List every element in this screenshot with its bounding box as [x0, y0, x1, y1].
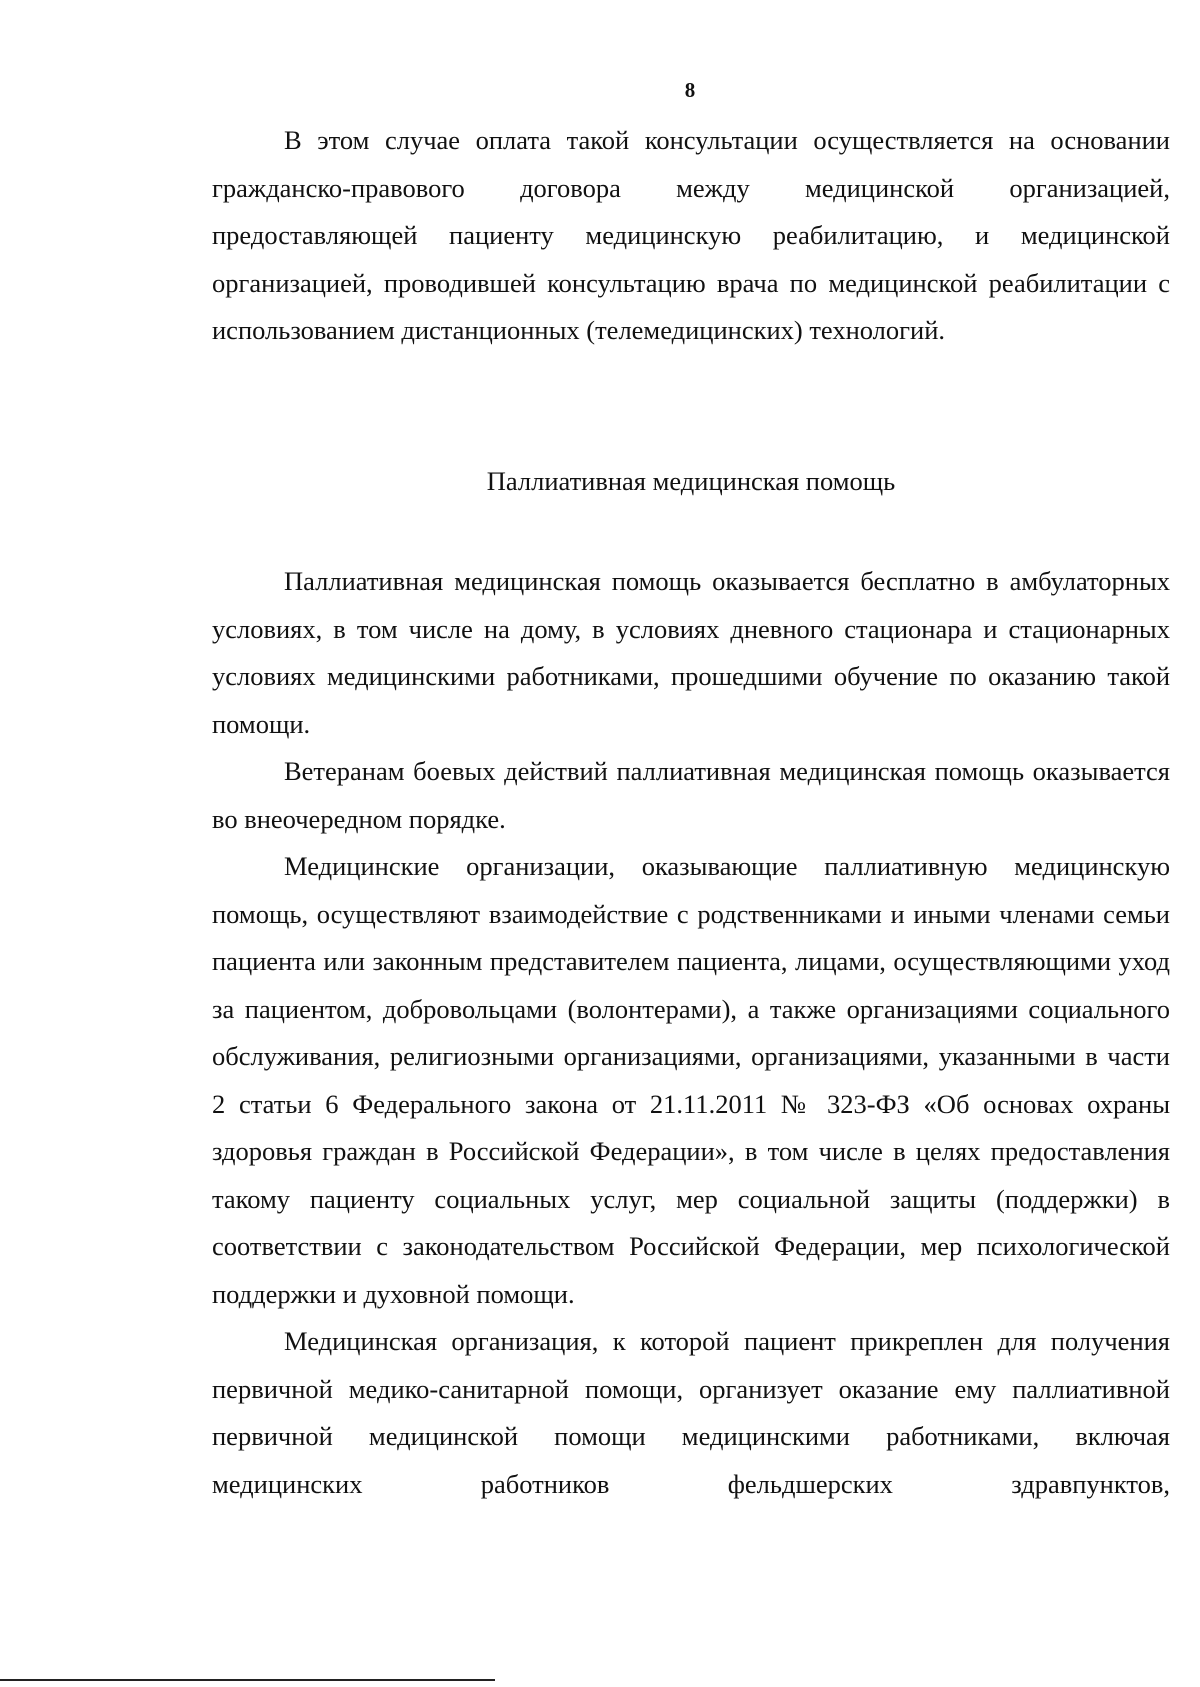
paragraph-intro: В этом случае оплата такой консультации осуществляется на основании гражданско-правового договора между медицинской организацией, предоставляющей пациенту медицинскую реабилитацию, и медицинской организацией, проводившей консультацию врача по медицинской реабилитации с использованием дистанционных (телемедицинских) технологий.: [212, 125, 1170, 345]
section-text-block: [212, 558, 1170, 1508]
intro-text-block: [212, 117, 1170, 355]
section-heading: Паллиативная медицинская помощь: [486, 466, 896, 496]
footer-divider: [0, 1679, 495, 1681]
paragraph-2: Ветеранам боевых действий паллиативная медицинская помощь оказывается во внеочередном порядке.: [212, 756, 1170, 834]
paragraph-3: Медицинские организации, оказывающие паллиативную медицинскую помощь, осуществляют взаимодействие с родственниками и иными членами семьи пациента или законным представителем пациента, лицами, осуществляющими уход за пациентом, добровольцами (волонтерами), а также организациями социального обслуживания, религиозными организациями, организациями, указанными в части 2 статьи 6 Федерального закона от 21.11.2011 № 323-ФЗ «Об основах охраны здоровья граждан в Российской Федерации», в том числе в целях предоставления такому пациенту социальных услуг, мер социальной защиты (поддержки) в соответствии с законодательством Российской Федерации, мер психологической поддержки и духовной помощи.: [212, 851, 1170, 1309]
paragraph-4: Медицинская организация, к которой пациент прикреплен для получения первичной медико-санитарной помощи, организует оказание ему паллиативной первичной медицинской помощи медицинскими работниками, включая медицинских работников фельдшерских здравпунктов,: [212, 1326, 1170, 1499]
paragraph-1: Паллиативная медицинская помощь оказывается бесплатно в амбулаторных условиях, в том числе на дому, в условиях дневного стационара и стационарных условиях медицинскими работниками, прошедшими обучение по оказанию такой помощи.: [212, 566, 1170, 739]
page-number: 8: [684, 78, 696, 102]
